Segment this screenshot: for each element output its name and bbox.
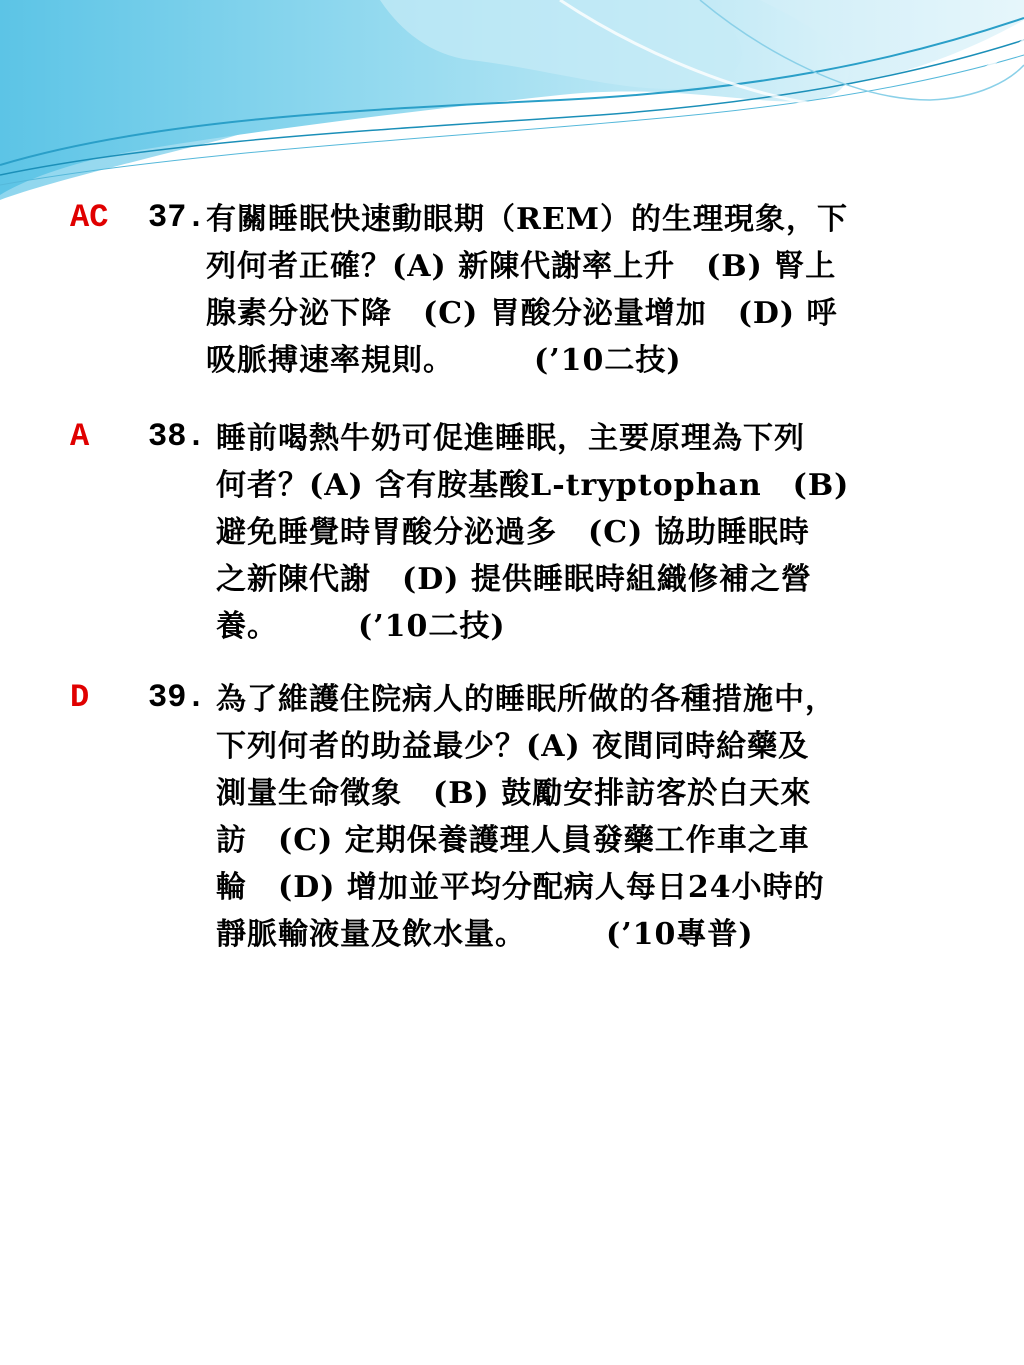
question-text — [216, 676, 976, 958]
question-line: 輪 (D) 增加並平均分配病人每日24小時的 — [216, 870, 825, 905]
question-number: 39. — [148, 679, 206, 716]
question-line: 吸脈搏速率規則。 — [206, 343, 454, 378]
question-source: (’10二技) — [534, 343, 682, 378]
question-number: 37. — [148, 199, 206, 236]
question-text — [216, 415, 976, 650]
question-source: (’10專普) — [606, 917, 754, 952]
question-line: 避免睡覺時胃酸分泌過多 (C) 協助睡眠時 — [216, 515, 810, 550]
question-line: 靜脈輸液量及飲水量。 — [216, 917, 526, 952]
question-line-last — [216, 603, 976, 650]
question-line: 腺素分泌下降 (C) 胃酸分泌量增加 (D) 呼 — [206, 296, 838, 331]
question-line: 養。 — [216, 609, 278, 644]
answer-key: A — [70, 418, 90, 455]
question-line: 為了維護住院病人的睡眠所做的各種措施中， — [216, 682, 836, 717]
question-line: 訪 (C) 定期保養護理人員發藥工作車之車 — [216, 823, 810, 858]
answer-key: D — [70, 679, 90, 716]
question-line: 下列何者的助益最少？(A) 夜間同時給藥及 — [216, 729, 810, 764]
question-line: 之新陳代謝 (D) 提供睡眠時組織修補之營 — [216, 562, 812, 597]
question-line: 有關睡眠快速動眼期（REM）的生理現象，下 — [206, 202, 849, 237]
question-line: 睡前喝熱牛奶可促進睡眠，主要原理為下列 — [216, 421, 805, 456]
question-line: 測量生命徵象 (B) 鼓勵安排訪客於白天來 — [216, 776, 812, 811]
question-line-last — [206, 337, 976, 384]
question-line: 何者？(A) 含有胺基酸L-tryptophan (B) — [216, 468, 850, 503]
question-line: 列何者正確？(A) 新陳代謝率上升 (B) 腎上 — [206, 249, 837, 284]
question-line-last — [216, 911, 976, 958]
question-number: 38. — [148, 418, 206, 455]
question-source: (’10二技) — [358, 609, 506, 644]
question-text — [206, 196, 976, 384]
answer-key: AC — [70, 199, 109, 236]
